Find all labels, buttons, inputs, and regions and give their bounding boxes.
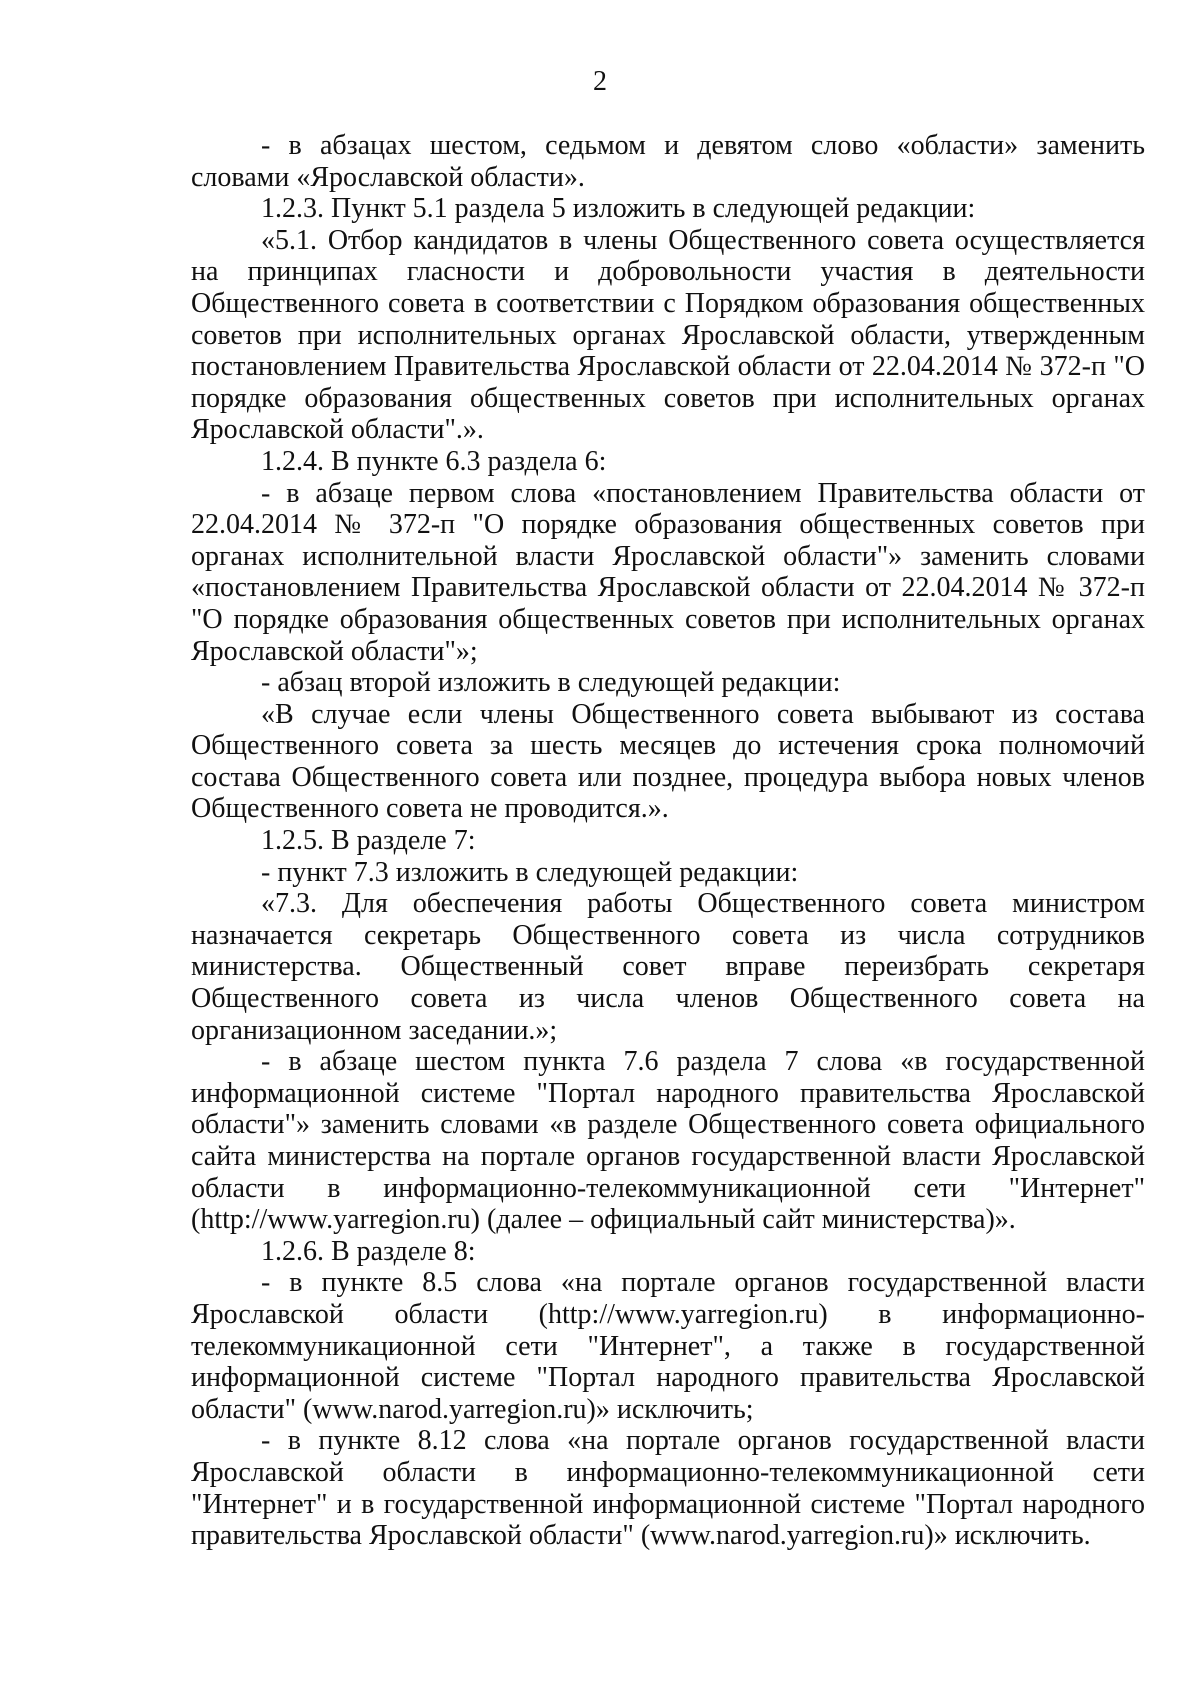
paragraph-vybyvayut-text: «В случае если члены Общественного совета выбывают из состава Общественного совета за шесть месяцев до истечения срока полномочий состава Общественного совета или позднее, процедура выбора новых членов Общественного совета не проводится.». [191,698,1145,825]
paragraph-abzacy-shestom: - в абзацах шестом, седьмом и девятом слово «области» заменить словами «Ярославской области». [191,130,1145,193]
paragraph-7-3-text: «7.3. Для обеспечения работы Общественного совета министром назначается секретарь Общественного совета из числа сотрудников министерства. Общественный совет вправе переизбрать секретаря Общественного совета из числа членов Общественного совета на организационном заседании.»; [191,888,1145,1046]
paragraph-abzac-vtoroi: - абзац второй изложить в следующей редакции: [261,667,841,699]
paragraph-1-2-4-heading: 1.2.4. В пункте 6.3 раздела 6: [261,445,607,477]
paragraph-5-1-text: «5.1. Отбор кандидатов в члены Общественного совета осуществляется на принципах гласности и добровольности участия в деятельности Общественного совета в соответствии с Порядком образования общественных советов при исполнительных органах Ярославской области, утвержденным постановлением Правительства Ярославской области от 22.04.2014 № 372-п "О порядке образования общественных советов при исполнительных органах Ярославской области".». [191,224,1145,446]
paragraph-1-2-6-heading: 1.2.6. В разделе 8: [261,1235,476,1267]
paragraph-1-2-3-heading: 1.2.3. Пункт 5.1 раздела 5 изложить в следующей редакции: [261,193,976,225]
paragraph-8-5-amendment: - в пункте 8.5 слова «на портале органов государственной власти Ярославской области (http://www.yarregion.ru) в информационно-телекоммуникационной сети "Интернет", а также в государственной информационной системе "Портал народного правительства Ярославской области" (www.narod.yarregion.ru)» исключить; [191,1267,1145,1425]
paragraph-6-3-abzac-pervyi: - в абзаце первом слова «постановлением Правительства области от 22.04.2014 № 372-п "О порядке образования общественных советов при органах исполнительной власти Ярославской области"» заменить словами «постановлением Правительства Ярославской области от 22.04.2014 № 372-п "О порядке образования общественных советов при исполнительных органах Ярославской области"»; [191,477,1145,667]
paragraph-8-12-amendment: - в пункте 8.12 слова «на портале органов государственной власти Ярославской области в информационно-телекоммуникационной сети "Интернет" и в государственной информационной системе "Портал народного правительства Ярославской области" (www.narod.yarregion.ru)» исключить. [191,1425,1145,1552]
document-body [191,130,1145,1552]
page-number: 2 [593,66,607,97]
paragraph-1-2-5-heading: 1.2.5. В разделе 7: [261,825,476,857]
paragraph-punkt-7-3: - пункт 7.3 изложить в следующей редакции: [261,856,799,888]
paragraph-7-6-amendment: - в абзаце шестом пункта 7.6 раздела 7 слова «в государственной информационной системе "Портал народного правительства Ярославской области"» заменить словами «в разделе Общественного совета официального сайта министерства на портале органов государственной власти Ярославской области в информационно-телекоммуникационной сети "Интернет" (http://www.yarregion.ru) (далее – официальный сайт министерства)». [191,1046,1145,1236]
